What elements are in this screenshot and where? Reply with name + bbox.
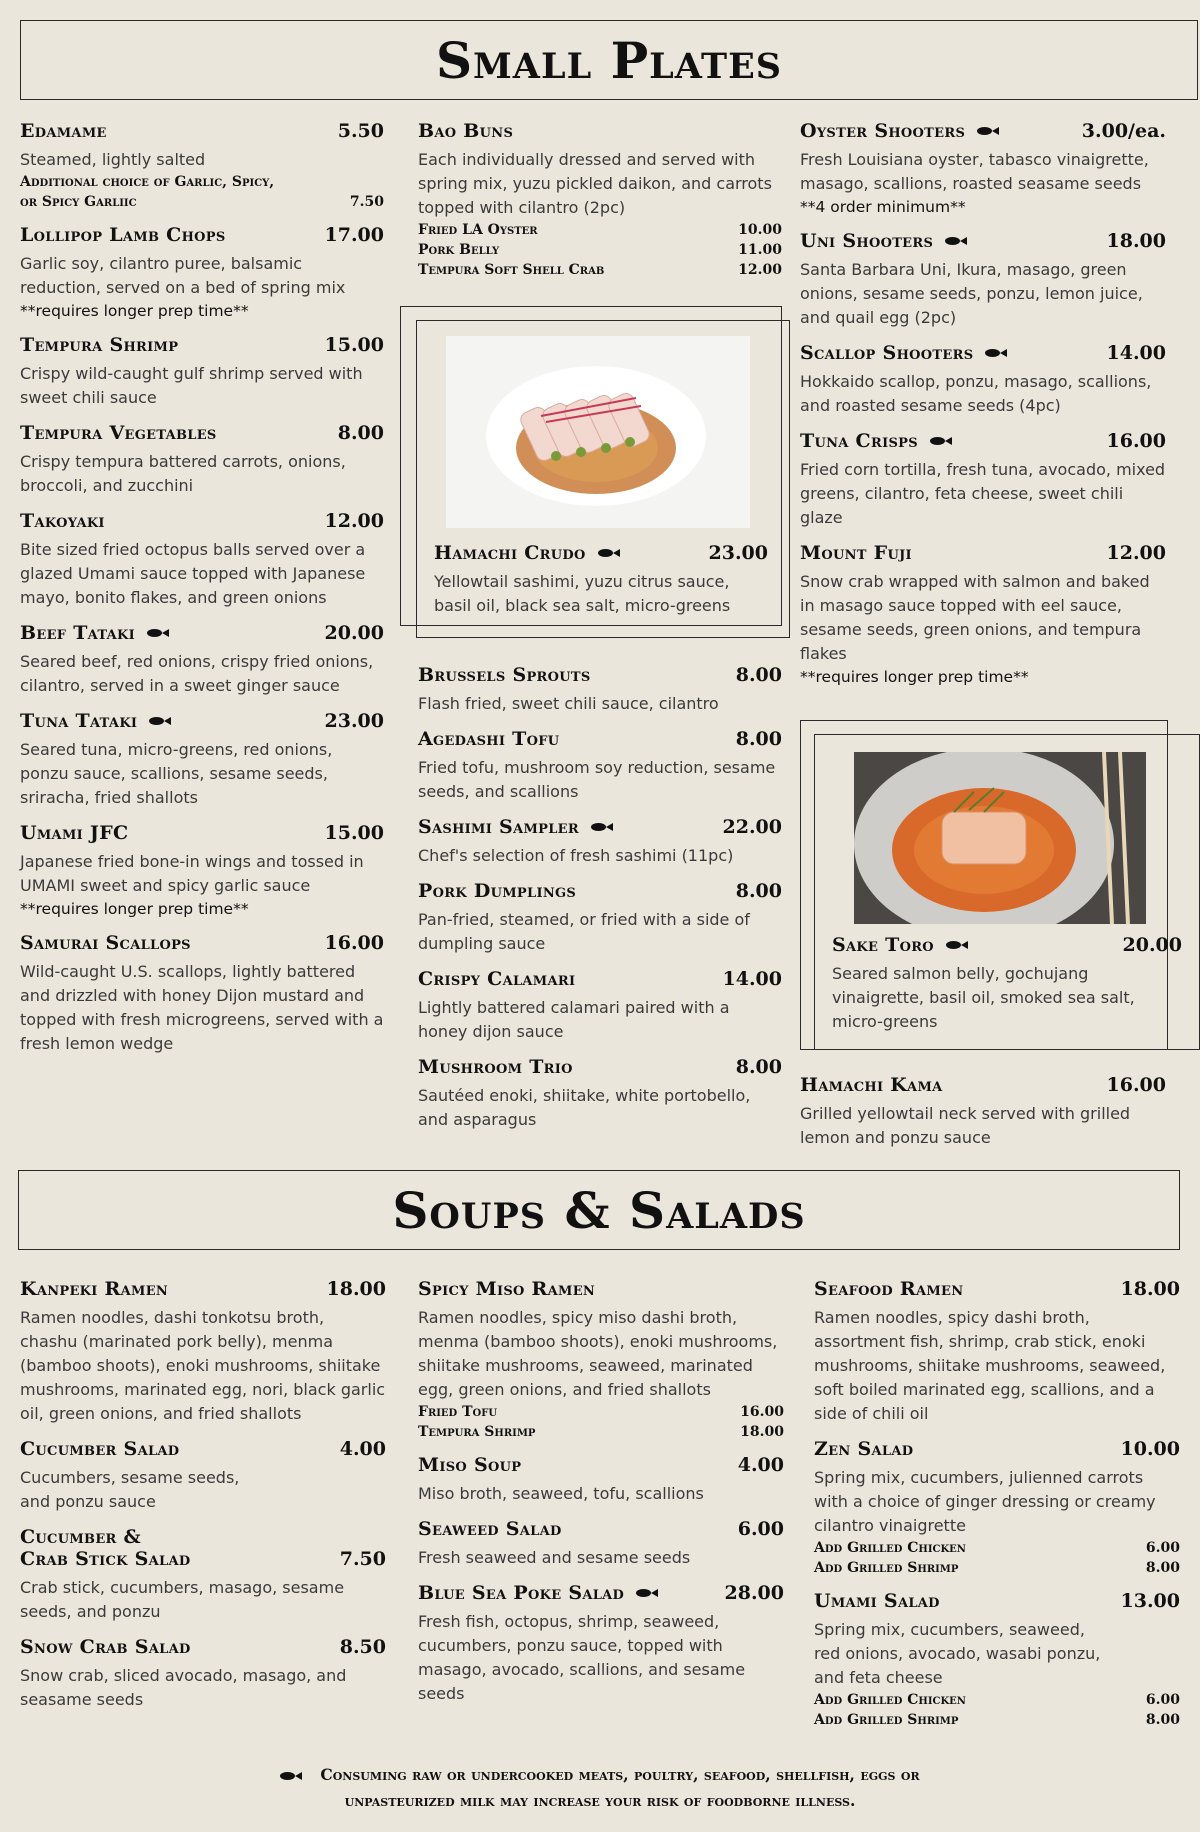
item-name: Umami JFC	[20, 822, 129, 844]
sake-toro-feature	[800, 720, 1200, 1050]
addon-row	[814, 1690, 1180, 1710]
item-price: 8.00	[337, 422, 384, 444]
menu-item	[814, 1438, 1180, 1578]
section-title: Small Plates	[435, 30, 783, 90]
item-description: Each individually dressed and served with spring mix, yuzu pickled daikon, and carrots topped with cilantro (2pc)	[418, 150, 772, 217]
item-price: 16.00	[1106, 1074, 1166, 1096]
item-description: Snow crab, sliced avocado, masago, and seasame seeds	[20, 1666, 347, 1709]
addon-label: Add Grilled Chicken	[814, 1692, 966, 1708]
item-price: 4.00	[339, 1438, 386, 1460]
menu-item	[800, 120, 1166, 218]
menu-item	[20, 1438, 386, 1514]
item-name: Bao Buns	[418, 120, 514, 142]
addon-label: Add Grilled Chicken	[814, 1540, 966, 1556]
item-name: Samurai Scallops	[20, 932, 191, 954]
item-price: 8.00	[735, 880, 782, 902]
small-plates-col-3	[800, 120, 1166, 700]
addon-label: Pork Belly	[418, 242, 500, 258]
item-price: 20.00	[324, 622, 384, 644]
item-description: Sautéed enoki, shiitake, white portobello, and asparagus	[418, 1086, 751, 1129]
section-title: Soups & Salads	[392, 1180, 806, 1240]
hamachi-crudo-feature	[400, 306, 792, 638]
addon-row	[814, 1710, 1180, 1730]
menu-item	[20, 622, 384, 698]
addon-price: 10.00	[738, 222, 782, 238]
item-name: Umami Salad	[814, 1590, 940, 1612]
item-price: 7.50	[339, 1548, 386, 1570]
addon-label: Fried LA Oyster	[418, 222, 538, 238]
menu-item	[20, 710, 384, 810]
item-description: Garlic soy, cilantro puree, balsamic reduction, served on a bed of spring mix	[20, 254, 346, 297]
menu-item	[20, 1278, 386, 1426]
menu-item	[418, 120, 782, 280]
addon-price: 8.00	[1145, 1560, 1180, 1576]
item-name: Cucumber &	[20, 1526, 142, 1548]
item-name: Tuna Crisps	[800, 430, 952, 452]
item-description: Yellowtail sashimi, yuzu citrus sauce, basil oil, black sea salt, micro-greens	[434, 572, 731, 615]
dish-illustration	[446, 336, 750, 528]
addon-price: 6.00	[1145, 1692, 1180, 1708]
item-price: 8.00	[735, 664, 782, 686]
addon-row	[418, 1422, 784, 1442]
item-price: 14.00	[722, 968, 782, 990]
item-description: Spring mix, cucumbers, julienned carrots with a choice of ginger dressing or creamy cilantro vinaigrette	[814, 1468, 1156, 1535]
item-name: Tempura Vegetables	[20, 422, 217, 444]
item-description: Hokkaido scallop, ponzu, masago, scallions, and roasted sesame seeds (4pc)	[800, 372, 1152, 415]
item-name: Tuna Tataki	[20, 710, 171, 732]
item-price: 15.00	[324, 822, 384, 844]
item-description: Pan-fried, steamed, or fried with a side of dumpling sauce	[418, 910, 750, 953]
item-description: Ramen noodles, spicy dashi broth, assortment fish, shrimp, crab stick, enoki mushrooms, shiitake mushrooms, seaweed, soft boiled marinated egg, scallions, and a side of chili oil	[814, 1308, 1166, 1423]
item-price: 15.00	[324, 334, 384, 356]
item-description: Seared salmon belly, gochujang vinaigrette, basil oil, smoked sea salt, micro-greens	[832, 964, 1135, 1031]
disclaimer-line-1: Consuming raw or undercooked meats, poultry, seafood, shellfish, eggs or	[160, 1762, 1040, 1788]
item-description: Lightly battered calamari paired with a honey dijon sauce	[418, 998, 730, 1041]
soups-col-1	[20, 1278, 386, 1724]
feature-text	[434, 542, 768, 618]
addon-row	[20, 192, 384, 212]
menu-item	[418, 1454, 784, 1506]
item-price: 17.00	[324, 224, 384, 246]
menu-item	[20, 422, 384, 498]
item-name: Seaweed Salad	[418, 1518, 562, 1540]
item-price: 8.00	[735, 728, 782, 750]
item-price: 18.00	[1120, 1278, 1180, 1300]
item-name: Mount Fuji	[800, 542, 912, 564]
item-description: Flash fried, sweet chili sauce, cilantro	[418, 694, 719, 713]
sake-toro-photo	[854, 752, 1146, 924]
menu-item	[814, 1590, 1180, 1730]
addon-price: 6.00	[1145, 1540, 1180, 1556]
disclaimer-line-2: unpasteurized milk may increase your risk of foodborne illness.	[344, 1791, 856, 1810]
item-name: Oyster Shooters	[800, 120, 999, 142]
item-note: **requires longer prep time**	[800, 668, 1029, 686]
item-price: 22.00	[722, 816, 782, 838]
item-name: Crab Stick Salad	[20, 1548, 191, 1570]
small-plates-col-2	[418, 120, 782, 292]
item-price: 12.00	[324, 510, 384, 532]
item-description: Grilled yellowtail neck served with grilled lemon and ponzu sauce	[800, 1104, 1131, 1147]
menu-item	[20, 334, 384, 410]
item-name: Crispy Calamari	[418, 968, 576, 990]
item-description: Fresh Louisiana oyster, tabasco vinaigrette, masago, scallions, roasted seasame seeds	[800, 150, 1149, 193]
addon-label: Add Grilled Shrimp	[814, 1560, 959, 1576]
item-name: Cucumber Salad	[20, 1438, 180, 1460]
addon-row	[418, 260, 782, 280]
menu-item	[800, 230, 1166, 330]
fish-icon	[147, 629, 169, 637]
item-name: Hamachi Crudo	[434, 542, 620, 564]
menu-item	[20, 1526, 386, 1624]
item-price: 16.00	[324, 932, 384, 954]
fish-icon	[985, 349, 1007, 357]
addon-row	[814, 1558, 1180, 1578]
fish-icon	[280, 1772, 302, 1780]
item-name: Pork Dumplings	[418, 880, 577, 902]
addon-row	[418, 240, 782, 260]
small-plates-header	[20, 20, 1198, 100]
item-description: Steamed, lightly salted	[20, 150, 206, 169]
item-name: Zen Salad	[814, 1438, 914, 1460]
menu-item	[418, 880, 782, 956]
feature-text	[832, 934, 1182, 1034]
menu-item	[20, 120, 384, 212]
item-description: Crispy wild-caught gulf shrimp served with sweet chili sauce	[20, 364, 363, 407]
menu-item	[20, 822, 384, 920]
addon-price: 11.00	[738, 242, 782, 258]
soups-salads-header	[18, 1170, 1180, 1250]
menu-item	[800, 342, 1166, 418]
item-description: Cucumbers, sesame seeds, and ponzu sauce	[20, 1468, 240, 1511]
fish-icon	[930, 437, 952, 445]
item-name: Takoyaki	[20, 510, 105, 532]
item-name: Mushroom Trio	[418, 1056, 573, 1078]
menu-item	[20, 224, 384, 322]
item-price: 20.00	[1122, 934, 1182, 956]
addon-price: 16.00	[740, 1404, 784, 1420]
item-description: Fried corn tortilla, fresh tuna, avocado, mixed greens, cilantro, feta cheese, sweet chili glaze	[800, 460, 1166, 527]
item-description: Crab stick, cucumbers, masago, sesame seeds, and ponzu	[20, 1578, 345, 1621]
item-price: 23.00	[708, 542, 768, 564]
item-name: Agedashi Tofu	[418, 728, 560, 750]
item-price: 16.00	[1106, 430, 1166, 452]
item-name: Sake Toro	[832, 934, 968, 956]
menu-item	[800, 542, 1166, 688]
item-description: Wild-caught U.S. scallops, lightly battered and drizzled with honey Dijon mustard and topped with fresh microgreens, served with a fresh lemon wedge	[20, 962, 384, 1053]
item-note: **requires longer prep time**	[20, 302, 249, 320]
menu-item	[418, 728, 782, 804]
item-name: Seafood Ramen	[814, 1278, 964, 1300]
fish-icon	[149, 717, 171, 725]
addon-label: or Spicy Garliic	[20, 194, 137, 210]
item-description: Chef's selection of fresh sashimi (11pc)	[418, 846, 734, 865]
item-name: Beef Tataki	[20, 622, 169, 644]
fish-icon	[945, 237, 967, 245]
item-price: 5.50	[337, 120, 384, 142]
item-price: 18.00	[326, 1278, 386, 1300]
addon-row	[20, 172, 384, 192]
item-note: **requires longer prep time**	[20, 900, 249, 918]
fish-icon	[598, 549, 620, 557]
addon-price: 7.50	[349, 194, 384, 210]
item-description: Ramen noodles, dashi tonkotsu broth, chashu (marinated pork belly), menma (bamboo shoots), enoki mushrooms, shiitake mushrooms, marinated egg, nori, black garlic oil, green onions, and fried shallots	[20, 1308, 386, 1423]
item-name: Snow Crab Salad	[20, 1636, 191, 1658]
dish-illustration	[854, 752, 1146, 924]
menu-item	[418, 1518, 784, 1570]
item-name: Spicy Miso Ramen	[418, 1278, 596, 1300]
item-name: Brussels Sprouts	[418, 664, 591, 686]
menu-item	[20, 932, 384, 1056]
menu-item	[418, 1056, 782, 1132]
soups-col-2	[418, 1278, 784, 1718]
menu-item	[800, 430, 1166, 530]
item-description: Spring mix, cucumbers, seaweed, red onions, avocado, wasabi ponzu, and feta cheese	[814, 1620, 1101, 1687]
addon-row	[814, 1538, 1180, 1558]
item-price: 4.00	[737, 1454, 784, 1476]
item-price: 14.00	[1106, 342, 1166, 364]
addon-row	[418, 1402, 784, 1422]
item-price: 8.50	[339, 1636, 386, 1658]
small-plates-col-2-lower	[418, 664, 782, 1144]
item-description: Miso broth, seaweed, tofu, scallions	[418, 1484, 704, 1503]
item-name: Hamachi Kama	[800, 1074, 943, 1096]
fish-icon	[946, 941, 968, 949]
item-price: 12.00	[1106, 542, 1166, 564]
menu-item	[418, 816, 782, 868]
addon-row	[418, 220, 782, 240]
item-name: Blue Sea Poke Salad	[418, 1582, 658, 1604]
addon-label: Tempura Shrimp	[418, 1424, 536, 1440]
item-description: Fresh seaweed and sesame seeds	[418, 1548, 691, 1567]
item-description: Fresh fish, octopus, shrimp, seaweed, cucumbers, ponzu sauce, topped with masago, avocado, scallions, and sesame seeds	[418, 1612, 746, 1703]
addon-price: 8.00	[1145, 1712, 1180, 1728]
menu-item	[814, 1278, 1180, 1426]
small-plates-col-1	[20, 120, 384, 1068]
item-description: Japanese fried bone-in wings and tossed in UMAMI sweet and spicy garlic sauce	[20, 852, 364, 895]
item-description: Santa Barbara Uni, Ikura, masago, green onions, sesame seeds, ponzu, lemon juice, and quail egg (2pc)	[800, 260, 1143, 327]
item-price: 10.00	[1120, 1438, 1180, 1460]
item-price: 18.00	[1106, 230, 1166, 252]
item-description: Bite sized fried octopus balls served over a glazed Umami sauce topped with Japanese mayo, bonito flakes, and green onions	[20, 540, 366, 607]
addon-price: 18.00	[740, 1424, 784, 1440]
item-name: Edamame	[20, 120, 107, 142]
raw-food-disclaimer	[160, 1762, 1040, 1814]
item-description: Ramen noodles, spicy miso dashi broth, menma (bamboo shoots), enoki mushrooms, shiitake mushrooms, seaweed, marinated egg, green onions, and fried shallots	[418, 1308, 778, 1399]
item-name: Scallop Shooters	[800, 342, 1007, 364]
item-name: Tempura Shrimp	[20, 334, 179, 356]
item-price: 8.00	[735, 1056, 782, 1078]
item-price: 3.00/ea.	[1081, 120, 1166, 142]
item-name: Sashimi Sampler	[418, 816, 613, 838]
item-price: 23.00	[324, 710, 384, 732]
addon-label: Add Grilled Shrimp	[814, 1712, 959, 1728]
addon-price: 12.00	[738, 262, 782, 278]
menu-item	[20, 1636, 386, 1712]
menu-item	[418, 968, 782, 1044]
item-name: Uni Shooters	[800, 230, 967, 252]
item-name: Kanpeki Ramen	[20, 1278, 169, 1300]
item-description: Crispy tempura battered carrots, onions, broccoli, and zucchini	[20, 452, 346, 495]
menu-item	[418, 664, 782, 716]
item-name: Lollipop Lamb Chops	[20, 224, 226, 246]
item-description: Seared tuna, micro-greens, red onions, ponzu sauce, scallions, sesame seeds, sriracha, fried shallots	[20, 740, 333, 807]
small-plates-col-3-lower	[800, 1074, 1166, 1162]
addon-label: Additional choice of Garlic, Spicy,	[20, 174, 275, 190]
menu-item	[800, 1074, 1166, 1150]
item-price: 28.00	[724, 1582, 784, 1604]
fish-icon	[977, 127, 999, 135]
item-description: Snow crab wrapped with salmon and baked in masago sauce topped with eel sauce, sesame seeds, green onions, and tempura flakes	[800, 572, 1150, 663]
fish-icon	[591, 823, 613, 831]
addon-label: Fried Tofu	[418, 1404, 498, 1420]
item-description: Fried tofu, mushroom soy reduction, sesame seeds, and scallions	[418, 758, 776, 801]
menu-item	[418, 1278, 784, 1442]
soups-col-3	[814, 1278, 1180, 1742]
item-price: 13.00	[1120, 1590, 1180, 1612]
item-name: Miso Soup	[418, 1454, 522, 1476]
menu-item	[20, 510, 384, 610]
fish-icon	[636, 1589, 658, 1597]
hamachi-crudo-photo	[446, 336, 750, 528]
item-description: Seared beef, red onions, crispy fried onions, cilantro, served in a sweet ginger sauce	[20, 652, 374, 695]
item-note: **4 order minimum**	[800, 198, 966, 216]
item-price: 6.00	[737, 1518, 784, 1540]
addon-label: Tempura Soft Shell Crab	[418, 262, 605, 278]
menu-item	[418, 1582, 784, 1706]
